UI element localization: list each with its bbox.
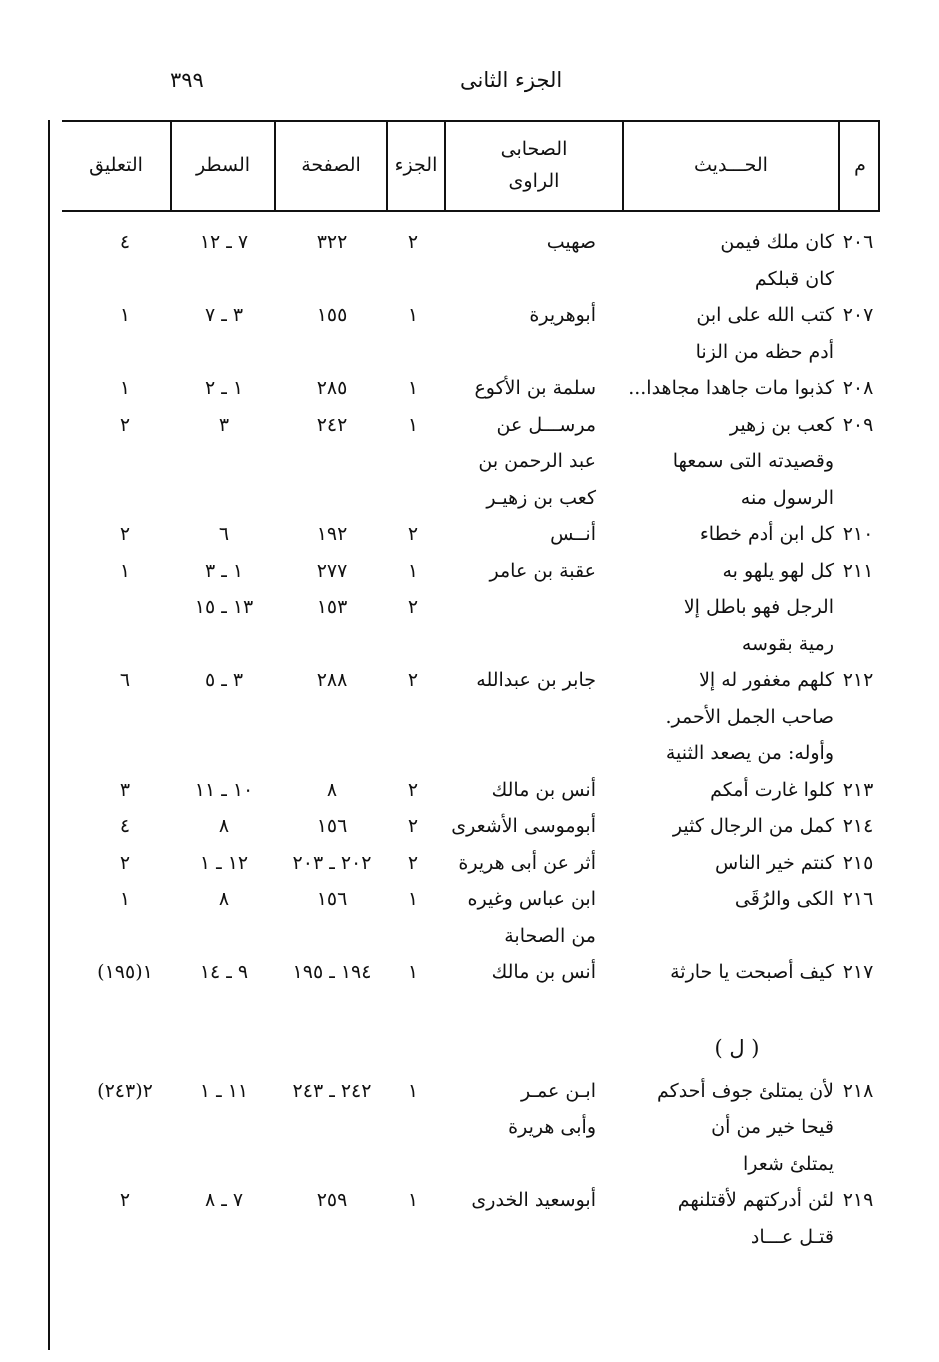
row-number: ٢٠٩ (842, 413, 874, 436)
sahabi-name: مرســـل عن (496, 413, 596, 436)
hadith-text: وأوله: من يصعد الثنية (665, 742, 834, 764)
satr-value: ١ ـ ٢ (204, 377, 244, 399)
juz-value: ٢ (407, 596, 419, 618)
safha-value: ٢٤٢ ـ ٢٤٣ (292, 1079, 372, 1102)
safha-value: ١٥٦ (316, 815, 348, 837)
taliq-value: ٤ (119, 815, 131, 837)
safha-value: ٣٢٢ (316, 231, 348, 253)
juz-value: ١ (407, 888, 419, 910)
safha-value: ٨ (326, 778, 338, 801)
hadith-text: كمل من الرجال كثير (672, 815, 834, 837)
row-number: ٢١٨ (842, 1079, 874, 1102)
row-number: ٢١٩ (842, 1189, 874, 1212)
column-header-satr-label: السطر (195, 154, 251, 176)
sahabi-name: أبوموسى الأشعرى (451, 815, 596, 837)
juz-value: ٢ (407, 523, 419, 545)
sahabi-name: عبد الرحمن بن (478, 450, 596, 472)
taliq-value: ٢(٢٤٣) (97, 1079, 153, 1102)
column-header-sahabi-line2: الراوى (508, 170, 560, 192)
table-row (62, 772, 880, 809)
sahabi-name: من الصحابة (504, 924, 596, 947)
hadith-text: كذبوا مات جاهدا مجاهدا... (628, 377, 834, 399)
hadith-text: كان قبلكم (754, 267, 834, 290)
row-number: ٢١٤ (842, 815, 874, 837)
column-header-num-label: م (854, 154, 866, 176)
column-header-hadith (624, 120, 838, 210)
juz-value: ١ (407, 377, 419, 399)
running-title: الجزء الثانى (460, 68, 563, 92)
page-number: ٣٩٩ (170, 68, 204, 92)
juz-value: ٢ (407, 778, 419, 801)
row-number: ٢١٥ (842, 851, 874, 874)
page-header (60, 62, 880, 102)
juz-value: ٢ (407, 231, 419, 253)
column-header-safha (276, 120, 386, 210)
juz-value: ١ (407, 559, 419, 582)
column-header-sahabi-line1: الصحابى (500, 138, 568, 160)
hadith-text: الرسول منه (740, 486, 834, 509)
taliq-value: ٢ (119, 523, 131, 545)
taliq-value: ٤ (119, 231, 131, 253)
satr-value: ٧ ـ ١٢ (199, 231, 249, 253)
column-header-taliq (62, 120, 170, 210)
taliq-value: ٦ (119, 669, 131, 691)
safha-value: ١٥٣ (316, 596, 348, 618)
juz-value: ٢ (407, 851, 419, 874)
row-number: ٢١٦ (842, 888, 874, 910)
satr-value: ١٠ ـ ١١ (194, 778, 254, 801)
juz-value: ١ (407, 413, 419, 436)
table-row (62, 297, 880, 370)
taliq-value: ١ (119, 377, 131, 399)
juz-value: ١ (407, 961, 419, 983)
sahabi-name: سلمة بن الأكوع (474, 377, 596, 399)
hadith-text: كلهم مغفور له إلا (699, 669, 834, 691)
column-header-safha-label: الصفحة (301, 154, 361, 176)
satr-value: ٣ (218, 413, 230, 436)
row-number: ٢١٠ (842, 523, 874, 545)
satr-value: ٩ ـ ١٤ (199, 961, 249, 983)
taliq-value: ٢ (119, 1189, 131, 1212)
satr-value: ١ ـ ٣ (204, 559, 244, 582)
sahabi-name: ابـن عمـر (520, 1079, 596, 1102)
safha-value: ٢٨٨ (316, 669, 348, 691)
hadith-text: الكى والرُقَى (734, 888, 834, 910)
row-number: ٢١٣ (842, 778, 874, 801)
satr-value: ٦ (218, 523, 230, 545)
index-table (62, 120, 880, 1350)
taliq-value: ٢ (119, 851, 131, 874)
hadith-text: كل ابن أدم خطاء (699, 523, 834, 545)
juz-value: ٢ (407, 669, 419, 691)
sahabi-name: أثر عن أبى هريرة (458, 851, 596, 874)
hadith-text: يمتلئ شعرا (742, 1152, 834, 1175)
table-row (62, 553, 880, 663)
row-number: ٢٠٨ (842, 377, 874, 399)
row-number: ٢١٧ (842, 961, 874, 983)
safha-value: ٢٥٩ (316, 1189, 348, 1212)
sahabi-name: ابن عباس وغيره (467, 888, 596, 910)
hadith-text: لأن يمتلئ جوف أحدكم (657, 1079, 834, 1102)
row-number: ٢١٢ (842, 669, 874, 691)
satr-value: ٣ ـ ٥ (204, 669, 244, 691)
satr-value: ٣ ـ ٧ (204, 304, 244, 326)
sahabi-name: صهيب (546, 231, 596, 253)
column-header-num (840, 120, 880, 210)
table-row (62, 516, 880, 553)
hadith-text: الرجل فهو باطل إلا (683, 596, 834, 618)
juz-value: ٢ (407, 815, 419, 837)
satr-value: ١٢ ـ ١ (199, 851, 249, 874)
hadith-text: قيحا خير من أن (711, 1116, 834, 1139)
sahabi-name: أنــس (550, 523, 596, 545)
satr-value: ٨ (218, 815, 230, 837)
column-header-satr (172, 120, 274, 210)
header-bottom-rule (62, 210, 880, 212)
sahabi-name: عقبة بن عامر (489, 559, 596, 582)
hadith-text: صاحب الجمل الأحمر. (665, 705, 834, 728)
table-row (62, 1073, 880, 1183)
taliq-value: ٣ (119, 778, 131, 801)
satr-value: ٨ (218, 888, 230, 910)
table-row (62, 407, 880, 517)
table-row (62, 808, 880, 845)
sahabi-name: جابر بن عبدالله (476, 669, 596, 691)
satr-value: ١٣ ـ ١٥ (194, 596, 254, 618)
section-heading: ( ل ) (714, 1036, 760, 1061)
juz-value: ١ (407, 1079, 419, 1102)
hadith-text: لئن أدركتهم لأقتلنهم (677, 1189, 834, 1212)
satr-value: ١١ ـ ١ (199, 1079, 249, 1102)
hadith-text: أدم حظه من الزنا (695, 340, 834, 363)
safha-value: ٢٧٧ (316, 559, 348, 582)
column-header-sahabi (446, 120, 622, 210)
table-row (62, 954, 880, 991)
safha-value: ١٥٦ (316, 888, 348, 910)
sahabi-name: كعب بن زهيـر (486, 486, 596, 509)
hadith-text: كتب الله على ابن (696, 304, 834, 326)
table-row (62, 1182, 880, 1255)
hadith-text: كلوا غارت أمكم (710, 778, 834, 801)
column-header-juz-label: الجزء (394, 154, 438, 176)
sahabi-name: أنس بن مالك (491, 961, 596, 983)
hadith-text: قتـل عـــاد (750, 1225, 834, 1248)
column-header-taliq-label: التعليق (89, 154, 143, 176)
taliq-value: ٢ (119, 413, 131, 436)
table-row (62, 370, 880, 407)
table-left-rule (48, 120, 50, 1350)
safha-value: ١٩٢ (316, 523, 348, 545)
sahabi-name: أنس بن مالك (491, 778, 596, 801)
table-row (62, 845, 880, 882)
taliq-value: ١(١٩٥) (97, 961, 153, 983)
sahabi-name: وأبى هريرة (508, 1116, 596, 1139)
table-row (62, 224, 880, 297)
sahabi-name: أبوسعيد الخدرى (471, 1189, 596, 1212)
hadith-text: رمية بقوسه (741, 632, 834, 655)
taliq-value: ١ (119, 304, 131, 326)
row-number: ٢٠٦ (842, 231, 874, 253)
safha-value: ٢٠٢ ـ ٢٠٣ (292, 851, 372, 874)
hadith-text: كان ملك فيمن (720, 231, 834, 253)
juz-value: ١ (407, 1189, 419, 1212)
column-header-juz (388, 120, 444, 210)
row-number: ٢٠٧ (842, 304, 874, 326)
safha-value: ٢٨٥ (316, 377, 348, 399)
table-row (62, 881, 880, 954)
sahabi-name: أبوهريرة (529, 304, 596, 326)
taliq-value: ١ (119, 888, 131, 910)
juz-value: ١ (407, 304, 419, 326)
column-header-hadith-label: الحـــديث (694, 154, 768, 176)
satr-value: ٧ ـ ٨ (204, 1189, 244, 1212)
taliq-value: ١ (119, 559, 131, 582)
hadith-text: كيف أصبحت يا حارثة (670, 961, 834, 983)
hadith-text: كنتم خير الناس (715, 851, 834, 874)
safha-value: ١٩٤ ـ ١٩٥ (292, 961, 372, 983)
table-row (62, 662, 880, 772)
hadith-text: كعب بن زهير (729, 413, 834, 436)
row-number: ٢١١ (842, 559, 874, 582)
safha-value: ٢٤٢ (316, 413, 348, 436)
safha-value: ١٥٥ (316, 304, 348, 326)
hadith-text: كل لهو يلهو به (722, 559, 834, 582)
hadith-text: وقصيدته التى سمعها (672, 450, 834, 472)
